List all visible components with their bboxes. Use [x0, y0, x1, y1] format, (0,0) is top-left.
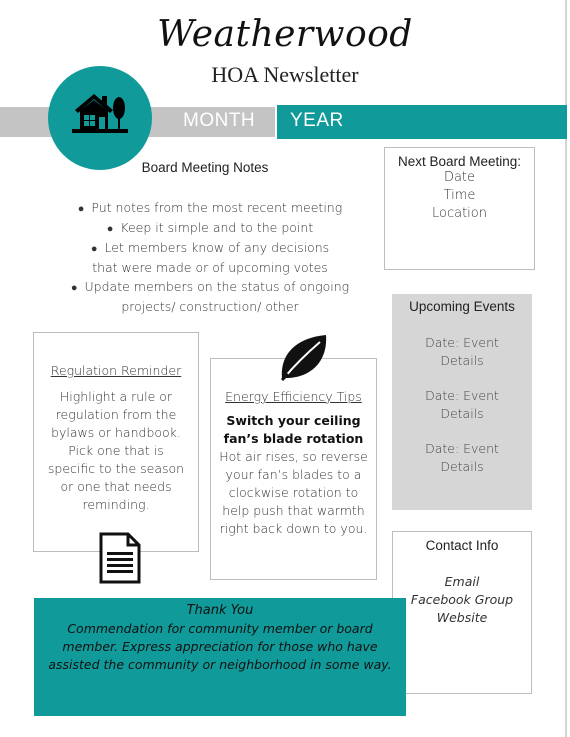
- next-meeting-time: Time: [443, 188, 476, 203]
- month-label: MONTH: [183, 110, 256, 131]
- event-item: Date: Event Details: [425, 335, 499, 368]
- event-item: Date: Event Details: [425, 441, 499, 474]
- next-meeting-title: Next Board Meeting:: [397, 154, 522, 169]
- contact-info-box: [392, 531, 532, 694]
- document-icon: [98, 531, 142, 585]
- list-item: ● Update members on the status of ongoing projects/ construction/ other: [70, 279, 350, 314]
- energy-tip-headline: Switch your ceiling fan’s blade rotation: [223, 413, 364, 446]
- thank-you-title: Thank You: [186, 603, 254, 618]
- thank-you-box: [34, 598, 406, 716]
- regulation-reminder-title: Regulation Reminder: [50, 363, 182, 378]
- year-label: YEAR: [290, 110, 344, 131]
- board-meeting-heading: Board Meeting Notes: [141, 160, 269, 175]
- band-divider: [275, 105, 277, 139]
- energy-tips-title: Energy Efficiency Tips: [225, 389, 362, 404]
- upcoming-events-title: Upcoming Events: [409, 299, 515, 314]
- next-meeting-location: Location: [432, 206, 487, 221]
- energy-tip-text: Hot air rises, so reverse your fan’s blades to a clockwise rotation to help push that warmth right back down to you.: [219, 449, 368, 536]
- contact-facebook[interactable]: Facebook Group: [410, 592, 514, 607]
- regulation-reminder-box: [33, 332, 199, 552]
- leaf-icon: [278, 332, 330, 382]
- upcoming-events-box: [392, 294, 532, 510]
- energy-tips-box: [210, 358, 377, 580]
- next-meeting-date: Date: [443, 170, 476, 185]
- list-item: ● Put notes from the most recent meeting: [77, 200, 343, 215]
- contact-email[interactable]: Email: [444, 574, 480, 589]
- contact-website[interactable]: Website: [436, 610, 488, 625]
- newsletter-title: Weatherwood: [157, 14, 413, 55]
- house-badge: [48, 66, 152, 170]
- regulation-reminder-body: Highlight a rule or regulation from the bylaws or handbook. Pick one that is specific to the season or one that needs reminding.: [47, 389, 185, 512]
- next-meeting-box: [384, 147, 535, 270]
- newsletter-subtitle: HOA Newsletter: [211, 62, 359, 87]
- thank-you-body: Commendation for community member or board member. Express appreciation for those who have assisted the community or neighborhood in some way.: [48, 621, 392, 672]
- list-item: ● Keep it simple and to the point: [106, 220, 314, 235]
- board-meeting-notes: [60, 198, 360, 316]
- energy-tips-body: [219, 412, 368, 538]
- contact-info-title: Contact Info: [425, 538, 499, 553]
- event-item: Date: Event Details: [425, 388, 499, 421]
- house-icon: [72, 88, 128, 134]
- list-item: ● Let members know of any decisions that were made or of upcoming votes: [90, 240, 330, 275]
